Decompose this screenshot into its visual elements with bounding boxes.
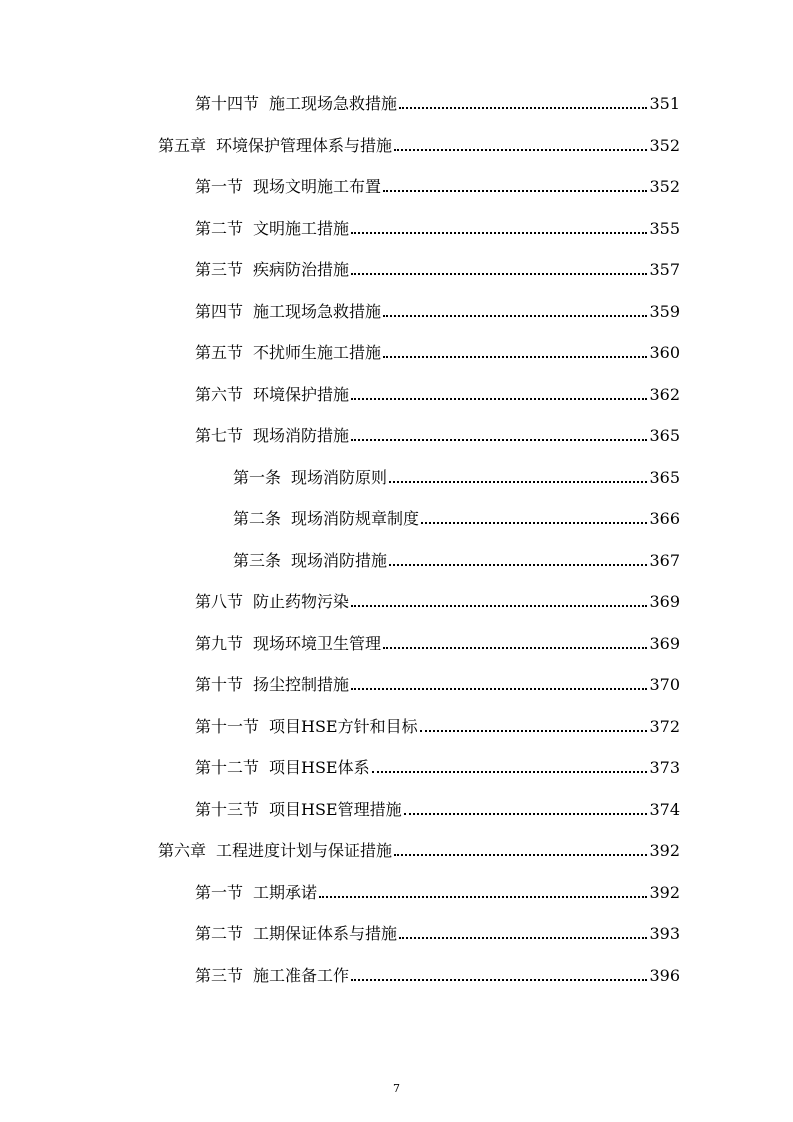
toc-entry-title: 环境保护管理体系与措施 <box>216 135 393 155</box>
dot-leader <box>383 356 647 358</box>
toc-entry-number: 第三节 <box>195 965 244 985</box>
toc-entry[interactable] <box>195 173 680 197</box>
toc-entry-title: 施工准备工作 <box>253 965 350 985</box>
toc-entry-page: 373 <box>649 758 680 777</box>
toc-entry-title: 现场消防原则 <box>291 467 388 487</box>
page-number: 7 <box>393 1082 400 1095</box>
dot-leader <box>399 107 647 109</box>
toc-entry[interactable] <box>195 588 680 612</box>
toc-entry-title: 防止药物污染 <box>253 592 350 611</box>
toc-entry-number: 第五节 <box>195 343 244 362</box>
toc-entry-page: 366 <box>649 509 680 528</box>
toc-entry[interactable] <box>195 754 680 778</box>
toc-entry-number: 第二节 <box>195 924 244 943</box>
dot-leader <box>319 896 647 898</box>
toc-entry[interactable] <box>233 547 680 571</box>
toc-entry-title: 项目HSE方针和目标 <box>269 716 418 736</box>
toc-entry-title: 现场消防措施 <box>253 426 350 445</box>
toc-entry[interactable] <box>195 215 680 239</box>
toc-entry-page: 369 <box>649 592 680 611</box>
dot-leader <box>351 688 647 690</box>
dot-leader <box>351 979 647 981</box>
dot-leader <box>399 937 647 939</box>
toc-entry-page: 370 <box>649 675 680 694</box>
toc-entry[interactable] <box>195 879 680 903</box>
dot-leader <box>351 398 647 400</box>
toc-entry-number: 第四节 <box>195 301 244 321</box>
toc-entry-page: 372 <box>649 716 680 736</box>
dot-leader <box>383 190 647 192</box>
toc-entry-number: 第一条 <box>233 467 282 487</box>
dot-leader <box>404 813 648 815</box>
toc-entry-page: 365 <box>649 426 680 445</box>
toc-entry-number: 第六章 <box>158 841 207 860</box>
toc-entry-title: 现场消防措施 <box>291 550 388 570</box>
toc-entry-title: 现场环境卫生管理 <box>253 633 382 653</box>
dot-leader <box>372 771 648 773</box>
toc-entry-page: 359 <box>649 301 680 321</box>
toc-entry-title: 项目HSE体系 <box>269 758 370 777</box>
toc-entry-page: 355 <box>649 218 680 238</box>
dot-leader <box>389 564 647 566</box>
toc-entry-title: 项目HSE管理措施 <box>269 799 402 819</box>
toc-entry-number: 第十三节 <box>195 799 260 819</box>
toc-entry[interactable] <box>195 630 680 654</box>
toc-entry-page: 396 <box>649 965 680 985</box>
toc-entry-number: 第三节 <box>195 260 244 279</box>
toc-entry-page: 365 <box>649 467 680 487</box>
toc-entry-page: 374 <box>649 799 680 819</box>
dot-leader <box>351 232 647 234</box>
toc-entry-number: 第六节 <box>195 384 244 404</box>
toc-entry[interactable] <box>195 256 680 280</box>
toc-entry[interactable] <box>233 464 680 488</box>
dot-leader <box>351 439 647 441</box>
toc-entry-number: 第三条 <box>233 550 282 570</box>
toc-entry-number: 第十二节 <box>195 758 260 777</box>
toc-entry-number: 第十一节 <box>195 716 260 736</box>
toc-entry-page: 360 <box>649 343 680 362</box>
dot-leader <box>383 315 647 317</box>
dot-leader <box>394 854 647 856</box>
toc-entry[interactable] <box>195 796 680 820</box>
toc-entry-title: 工期承诺 <box>253 882 318 902</box>
toc-entry-title: 环境保护措施 <box>253 384 350 404</box>
toc-entry[interactable] <box>195 381 680 405</box>
toc-entry-page: 367 <box>649 550 680 570</box>
toc-entry-page: 362 <box>649 384 680 404</box>
toc-entry-number: 第二条 <box>233 509 282 528</box>
toc-entry[interactable] <box>195 962 680 986</box>
toc-entry-title: 工程进度计划与保证措施 <box>216 841 393 860</box>
toc-entry-page: 352 <box>649 177 680 196</box>
toc-entry[interactable] <box>158 132 680 156</box>
toc-entry-page: 392 <box>649 841 680 860</box>
toc-entry-title: 扬尘控制措施 <box>253 675 350 694</box>
toc-entry[interactable] <box>195 298 680 322</box>
toc-entry[interactable] <box>195 339 680 363</box>
dot-leader <box>420 730 648 732</box>
toc-entry-page: 352 <box>649 135 680 155</box>
toc-entry[interactable] <box>195 90 680 114</box>
toc-entry-number: 第八节 <box>195 592 244 611</box>
toc-entry-page: 351 <box>649 94 680 113</box>
toc-entry-number: 第七节 <box>195 426 244 445</box>
toc-entry-title: 不扰师生施工措施 <box>253 343 382 362</box>
toc-entry[interactable] <box>158 837 680 861</box>
toc-entry-page: 369 <box>649 633 680 653</box>
toc-entry-number: 第十节 <box>195 675 244 694</box>
toc-entry-title: 疾病防治措施 <box>253 260 350 279</box>
toc-entry-title: 工期保证体系与措施 <box>253 924 398 943</box>
toc-entry-number: 第十四节 <box>195 94 260 113</box>
toc-entry-number: 第一节 <box>195 882 244 902</box>
dot-leader <box>351 273 647 275</box>
dot-leader <box>351 605 647 607</box>
toc-entry-page: 357 <box>649 260 680 279</box>
dot-leader <box>394 149 647 151</box>
toc-entry-number: 第二节 <box>195 218 244 238</box>
toc-entry-title: 施工现场急救措施 <box>253 301 382 321</box>
toc-entry[interactable] <box>195 920 680 944</box>
toc-entry-number: 第一节 <box>195 177 244 196</box>
toc-entry[interactable] <box>195 422 680 446</box>
toc-entry-title: 文明施工措施 <box>253 218 350 238</box>
toc-entry[interactable] <box>195 671 680 695</box>
dot-leader <box>389 481 647 483</box>
dot-leader <box>421 522 647 524</box>
toc-entry-page: 392 <box>649 882 680 902</box>
toc-entry-page: 393 <box>649 924 680 943</box>
dot-leader <box>383 647 647 649</box>
toc-entry-title: 现场消防规章制度 <box>291 509 420 528</box>
toc-entry-number: 第九节 <box>195 633 244 653</box>
toc-entry-title: 现场文明施工布置 <box>253 177 382 196</box>
toc-entry-title: 施工现场急救措施 <box>269 94 398 113</box>
toc-entry[interactable] <box>195 713 680 737</box>
toc-entry[interactable] <box>233 505 680 529</box>
toc-entry-number: 第五章 <box>158 135 207 155</box>
